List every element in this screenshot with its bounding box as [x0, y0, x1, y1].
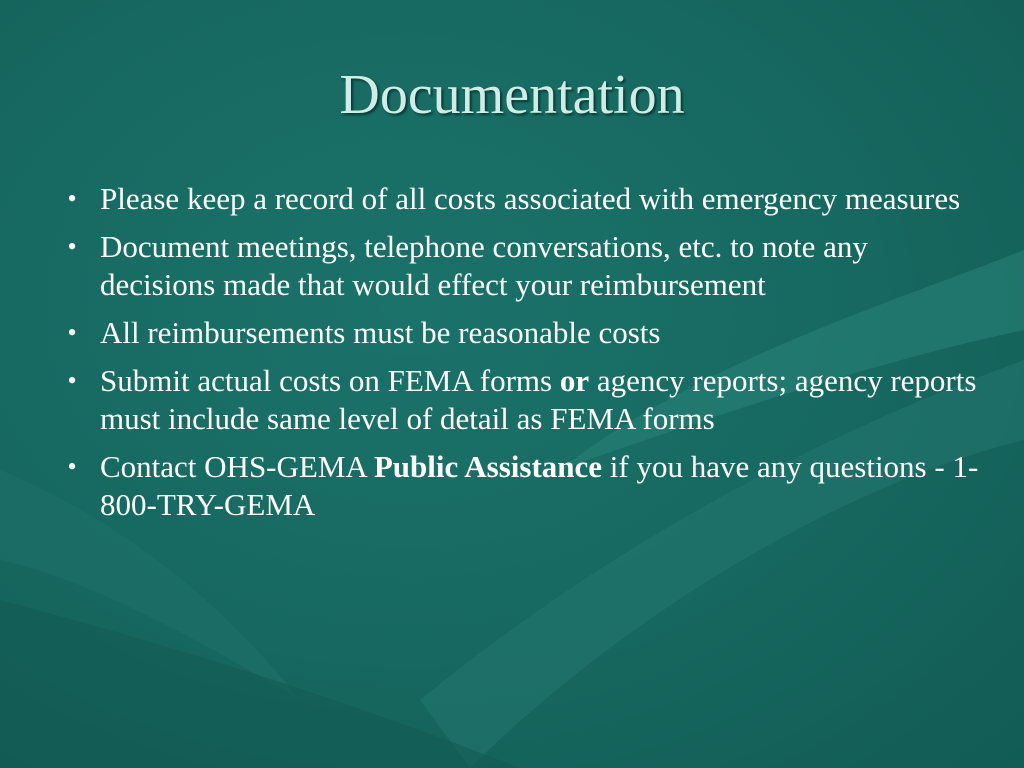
bullet-text: Document meetings, telephone conversations, etc. to note any decisions made that would effect your reimbursement: [100, 229, 868, 302]
bullet-dot-icon: •: [67, 452, 77, 481]
bullet-text-part2: if you have any questions - 1-800-TRY-GEMA: [100, 449, 979, 522]
bullet-dot-icon: •: [67, 318, 77, 347]
bullet-item-record-costs: [62, 180, 982, 218]
bullet-item-document-meetings: [62, 228, 982, 304]
slide-title: Documentation: [339, 64, 685, 126]
bullet-text-bold: Public Assistance: [373, 449, 603, 484]
bullet-text-part1: Submit actual costs on FEMA forms: [100, 363, 560, 398]
bullet-item-contact: [62, 448, 982, 524]
bullet-list: [62, 180, 982, 534]
bullet-dot-icon: •: [67, 184, 77, 213]
bullet-text-part1: Contact OHS-GEMA: [100, 449, 374, 484]
bullet-text-part2: agency reports; agency reports must include same level of detail as FEMA forms: [100, 363, 977, 436]
bullet-item-submit-costs: [62, 362, 982, 438]
bullet-dot-icon: •: [67, 232, 77, 261]
bullet-item-reasonable-costs: [62, 314, 982, 352]
bullet-dot-icon: •: [67, 366, 77, 395]
bullet-text-bold: or: [559, 363, 590, 398]
bullet-text: All reimbursements must be reasonable costs: [100, 315, 661, 350]
bullet-text: Please keep a record of all costs associated with emergency measures: [100, 181, 961, 216]
